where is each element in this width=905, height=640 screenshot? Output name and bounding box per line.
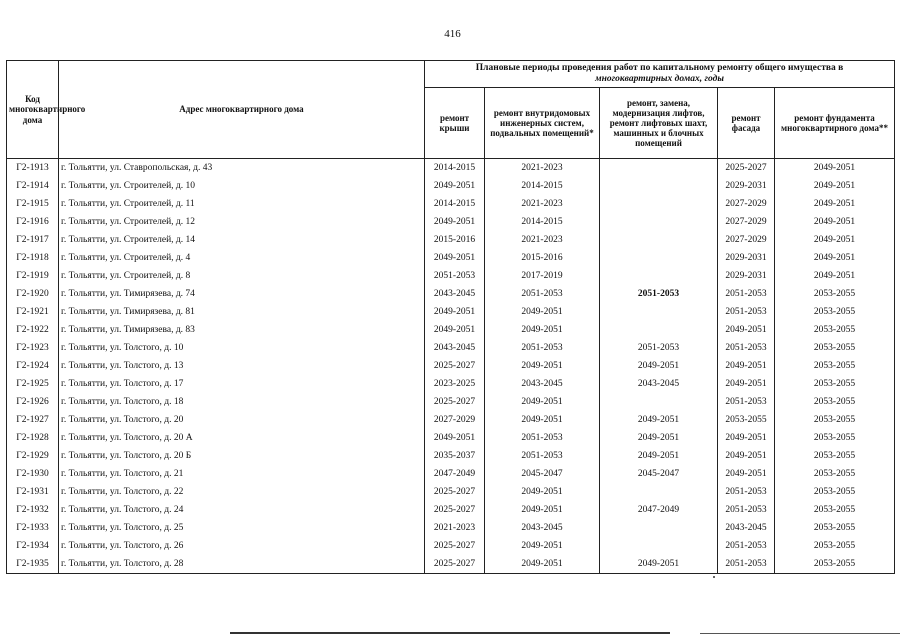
cell-code: Г2-1929 xyxy=(7,447,59,465)
cell-facade: 2051-2053 xyxy=(718,393,775,411)
cell-address: г. Тольятти, ул. Толстого, д. 26 xyxy=(59,537,425,555)
cell-address: г. Тольятти, ул. Толстого, д. 10 xyxy=(59,339,425,357)
cell-roof: 2025-2027 xyxy=(425,357,485,375)
cell-address: г. Тольятти, ул. Толстого, д. 24 xyxy=(59,501,425,519)
cell-address: г. Тольятти, ул. Тимирязева, д. 74 xyxy=(59,285,425,303)
cell-facade: 2027-2029 xyxy=(718,213,775,231)
cell-code: Г2-1915 xyxy=(7,195,59,213)
cell-foundation: 2053-2055 xyxy=(775,411,895,429)
cell-foundation: 2053-2055 xyxy=(775,555,895,574)
cell-roof: 2025-2027 xyxy=(425,483,485,501)
cell-systems: 2015-2016 xyxy=(485,249,600,267)
cell-roof: 2043-2045 xyxy=(425,285,485,303)
cell-facade: 2051-2053 xyxy=(718,285,775,303)
cell-code: Г2-1924 xyxy=(7,357,59,375)
cell-facade: 2051-2053 xyxy=(718,501,775,519)
cell-systems: 2049-2051 xyxy=(485,303,600,321)
cell-lifts: 2051-2053 xyxy=(600,339,718,357)
cell-code: Г2-1923 xyxy=(7,339,59,357)
cell-code: Г2-1919 xyxy=(7,267,59,285)
cell-systems: 2021-2023 xyxy=(485,195,600,213)
cell-foundation: 2053-2055 xyxy=(775,303,895,321)
bottom-rule xyxy=(230,632,670,634)
cell-lifts xyxy=(600,213,718,231)
cell-foundation: 2049-2051 xyxy=(775,177,895,195)
cell-systems: 2043-2045 xyxy=(485,519,600,537)
cell-foundation: 2053-2055 xyxy=(775,321,895,339)
table-row xyxy=(7,213,895,231)
table-row xyxy=(7,249,895,267)
cell-address: г. Тольятти, ул. Толстого, д. 17 xyxy=(59,375,425,393)
cell-lifts xyxy=(600,231,718,249)
cell-foundation: 2049-2051 xyxy=(775,195,895,213)
cell-lifts xyxy=(600,519,718,537)
cell-code: Г2-1914 xyxy=(7,177,59,195)
page-number: 416 xyxy=(444,28,461,40)
header-lifts: ремонт, замена, модернизация лифтов, ремонт лифтовых шахт, машинных и блочных помещений xyxy=(600,88,718,159)
cell-code: Г2-1933 xyxy=(7,519,59,537)
cell-code: Г2-1918 xyxy=(7,249,59,267)
cell-facade: 2029-2031 xyxy=(718,249,775,267)
cell-lifts xyxy=(600,537,718,555)
table-row xyxy=(7,393,895,411)
cell-roof: 2025-2027 xyxy=(425,393,485,411)
header-facade: ремонт фасада xyxy=(718,88,775,159)
capital-repair-schedule-table xyxy=(6,60,895,574)
table-row xyxy=(7,339,895,357)
cell-lifts: 2049-2051 xyxy=(600,411,718,429)
cell-roof: 2035-2037 xyxy=(425,447,485,465)
cell-lifts: 2051-2053 xyxy=(600,285,718,303)
cell-systems: 2049-2051 xyxy=(485,321,600,339)
cell-address: г. Тольятти, ул. Строителей, д. 12 xyxy=(59,213,425,231)
table-row xyxy=(7,195,895,213)
cell-lifts: 2049-2051 xyxy=(600,555,718,574)
bottom-rule-right xyxy=(700,633,900,634)
cell-lifts: 2049-2051 xyxy=(600,447,718,465)
cell-facade: 2049-2051 xyxy=(718,465,775,483)
cell-roof: 2027-2029 xyxy=(425,411,485,429)
cell-systems: 2014-2015 xyxy=(485,213,600,231)
cell-roof: 2047-2049 xyxy=(425,465,485,483)
cell-roof: 2049-2051 xyxy=(425,213,485,231)
cell-code: Г2-1927 xyxy=(7,411,59,429)
cell-systems: 2045-2047 xyxy=(485,465,600,483)
table-row xyxy=(7,177,895,195)
cell-foundation: 2053-2055 xyxy=(775,429,895,447)
cell-foundation: 2053-2055 xyxy=(775,393,895,411)
cell-address: г. Тольятти, ул. Толстого, д. 13 xyxy=(59,357,425,375)
cell-code: Г2-1913 xyxy=(7,159,59,178)
cell-foundation: 2053-2055 xyxy=(775,357,895,375)
cell-code: Г2-1925 xyxy=(7,375,59,393)
table-body xyxy=(7,159,895,574)
cell-facade: 2025-2027 xyxy=(718,159,775,178)
cell-lifts xyxy=(600,393,718,411)
cell-roof: 2049-2051 xyxy=(425,429,485,447)
cell-systems: 2051-2053 xyxy=(485,285,600,303)
cell-foundation: 2053-2055 xyxy=(775,501,895,519)
table-row xyxy=(7,267,895,285)
header-roof: ремонт крыши xyxy=(425,88,485,159)
cell-facade: 2051-2053 xyxy=(718,537,775,555)
cell-code: Г2-1928 xyxy=(7,429,59,447)
cell-systems: 2051-2053 xyxy=(485,447,600,465)
header-code: Код многоквартирного дома xyxy=(7,61,59,159)
cell-code: Г2-1926 xyxy=(7,393,59,411)
cell-address: г. Тольятти, ул. Строителей, д. 14 xyxy=(59,231,425,249)
cell-foundation: 2053-2055 xyxy=(775,339,895,357)
cell-facade: 2049-2051 xyxy=(718,429,775,447)
cell-roof: 2014-2015 xyxy=(425,195,485,213)
cell-facade: 2051-2053 xyxy=(718,555,775,574)
cell-code: Г2-1931 xyxy=(7,483,59,501)
cell-roof: 2014-2015 xyxy=(425,159,485,178)
cell-systems: 2021-2023 xyxy=(485,231,600,249)
table-row xyxy=(7,303,895,321)
cell-foundation: 2053-2055 xyxy=(775,483,895,501)
cell-code: Г2-1932 xyxy=(7,501,59,519)
cell-foundation: 2049-2051 xyxy=(775,213,895,231)
table-row xyxy=(7,519,895,537)
cell-code: Г2-1916 xyxy=(7,213,59,231)
cell-foundation: 2053-2055 xyxy=(775,285,895,303)
cell-address: г. Тольятти, ул. Строителей, д. 11 xyxy=(59,195,425,213)
cell-foundation: 2049-2051 xyxy=(775,231,895,249)
cell-address: г. Тольятти, ул. Толстого, д. 20 Б xyxy=(59,447,425,465)
table-header xyxy=(7,61,895,159)
cell-code: Г2-1930 xyxy=(7,465,59,483)
cell-address: г. Тольятти, ул. Толстого, д. 20 А xyxy=(59,429,425,447)
cell-systems: 2049-2051 xyxy=(485,483,600,501)
cell-systems: 2021-2023 xyxy=(485,159,600,178)
cell-lifts xyxy=(600,267,718,285)
cell-roof: 2025-2027 xyxy=(425,537,485,555)
cell-address: г. Тольятти, ул. Толстого, д. 22 xyxy=(59,483,425,501)
cell-facade: 2051-2053 xyxy=(718,483,775,501)
cell-systems: 2051-2053 xyxy=(485,429,600,447)
cell-address: г. Тольятти, ул. Тимирязева, д. 81 xyxy=(59,303,425,321)
cell-facade: 2029-2031 xyxy=(718,267,775,285)
table-row xyxy=(7,483,895,501)
cell-address: г. Тольятти, ул. Тимирязева, д. 83 xyxy=(59,321,425,339)
header-planned-periods-line1: Плановые периоды проведения работ по капитальному ремонту общего имущества в xyxy=(475,63,844,74)
cell-roof: 2049-2051 xyxy=(425,249,485,267)
header-planned-periods-line2: многоквартирных домах, годы xyxy=(595,74,724,84)
cell-systems: 2014-2015 xyxy=(485,177,600,195)
table-row xyxy=(7,357,895,375)
cell-foundation: 2053-2055 xyxy=(775,465,895,483)
cell-code: Г2-1917 xyxy=(7,231,59,249)
cell-systems: 2051-2053 xyxy=(485,339,600,357)
table-row xyxy=(7,375,895,393)
cell-lifts xyxy=(600,177,718,195)
cell-roof: 2051-2053 xyxy=(425,267,485,285)
table-row xyxy=(7,285,895,303)
table-row xyxy=(7,501,895,519)
cell-roof: 2049-2051 xyxy=(425,177,485,195)
cell-lifts: 2045-2047 xyxy=(600,465,718,483)
table-row xyxy=(7,411,895,429)
cell-lifts xyxy=(600,321,718,339)
table-row xyxy=(7,429,895,447)
cell-systems: 2049-2051 xyxy=(485,555,600,574)
cell-facade: 2027-2029 xyxy=(718,231,775,249)
cell-address: г. Тольятти, ул. Толстого, д. 21 xyxy=(59,465,425,483)
scan-speck xyxy=(713,576,715,578)
cell-address: г. Тольятти, ул. Толстого, д. 28 xyxy=(59,555,425,574)
cell-roof: 2023-2025 xyxy=(425,375,485,393)
cell-lifts xyxy=(600,195,718,213)
cell-foundation: 2049-2051 xyxy=(775,267,895,285)
table-row xyxy=(7,555,895,574)
cell-code: Г2-1922 xyxy=(7,321,59,339)
cell-facade: 2029-2031 xyxy=(718,177,775,195)
cell-address: г. Тольятти, ул. Строителей, д. 8 xyxy=(59,267,425,285)
cell-address: г. Тольятти, ул. Строителей, д. 4 xyxy=(59,249,425,267)
cell-facade: 2049-2051 xyxy=(718,375,775,393)
cell-roof: 2049-2051 xyxy=(425,303,485,321)
cell-address: г. Тольятти, ул. Строителей, д. 10 xyxy=(59,177,425,195)
cell-foundation: 2053-2055 xyxy=(775,519,895,537)
table-row xyxy=(7,537,895,555)
cell-lifts xyxy=(600,249,718,267)
cell-address: г. Тольятти, ул. Толстого, д. 20 xyxy=(59,411,425,429)
cell-lifts xyxy=(600,483,718,501)
cell-foundation: 2053-2055 xyxy=(775,447,895,465)
cell-code: Г2-1934 xyxy=(7,537,59,555)
cell-code: Г2-1935 xyxy=(7,555,59,574)
cell-address: г. Тольятти, ул. Ставропольская, д. 43 xyxy=(59,159,425,178)
cell-systems: 2049-2051 xyxy=(485,411,600,429)
table-row xyxy=(7,321,895,339)
cell-systems: 2017-2019 xyxy=(485,267,600,285)
cell-lifts xyxy=(600,159,718,178)
cell-lifts: 2049-2051 xyxy=(600,429,718,447)
table-row xyxy=(7,231,895,249)
cell-roof: 2049-2051 xyxy=(425,321,485,339)
cell-foundation: 2049-2051 xyxy=(775,159,895,178)
cell-lifts: 2049-2051 xyxy=(600,357,718,375)
table-row xyxy=(7,447,895,465)
cell-roof: 2015-2016 xyxy=(425,231,485,249)
cell-facade: 2051-2053 xyxy=(718,339,775,357)
cell-systems: 2049-2051 xyxy=(485,501,600,519)
table-row xyxy=(7,159,895,178)
header-planned-periods xyxy=(425,61,895,88)
table-row xyxy=(7,465,895,483)
cell-systems: 2043-2045 xyxy=(485,375,600,393)
cell-address: г. Тольятти, ул. Толстого, д. 18 xyxy=(59,393,425,411)
header-address: Адрес многоквартирного дома xyxy=(59,61,425,159)
header-systems: ремонт внутридомовых инженерных систем, подвальных помещений* xyxy=(485,88,600,159)
cell-systems: 2049-2051 xyxy=(485,393,600,411)
cell-roof: 2043-2045 xyxy=(425,339,485,357)
cell-lifts xyxy=(600,303,718,321)
header-foundation: ремонт фундамента многоквартирного дома** xyxy=(775,88,895,159)
cell-foundation: 2053-2055 xyxy=(775,375,895,393)
cell-facade: 2051-2053 xyxy=(718,303,775,321)
cell-code: Г2-1920 xyxy=(7,285,59,303)
cell-address: г. Тольятти, ул. Толстого, д. 25 xyxy=(59,519,425,537)
cell-facade: 2049-2051 xyxy=(718,321,775,339)
cell-roof: 2025-2027 xyxy=(425,501,485,519)
cell-systems: 2049-2051 xyxy=(485,537,600,555)
cell-roof: 2021-2023 xyxy=(425,519,485,537)
cell-facade: 2049-2051 xyxy=(718,357,775,375)
cell-systems: 2049-2051 xyxy=(485,357,600,375)
cell-lifts: 2047-2049 xyxy=(600,501,718,519)
cell-lifts: 2043-2045 xyxy=(600,375,718,393)
cell-code: Г2-1921 xyxy=(7,303,59,321)
cell-facade: 2049-2051 xyxy=(718,447,775,465)
cell-foundation: 2053-2055 xyxy=(775,537,895,555)
cell-foundation: 2049-2051 xyxy=(775,249,895,267)
cell-roof: 2025-2027 xyxy=(425,555,485,574)
cell-facade: 2027-2029 xyxy=(718,195,775,213)
cell-facade: 2043-2045 xyxy=(718,519,775,537)
cell-facade: 2053-2055 xyxy=(718,411,775,429)
